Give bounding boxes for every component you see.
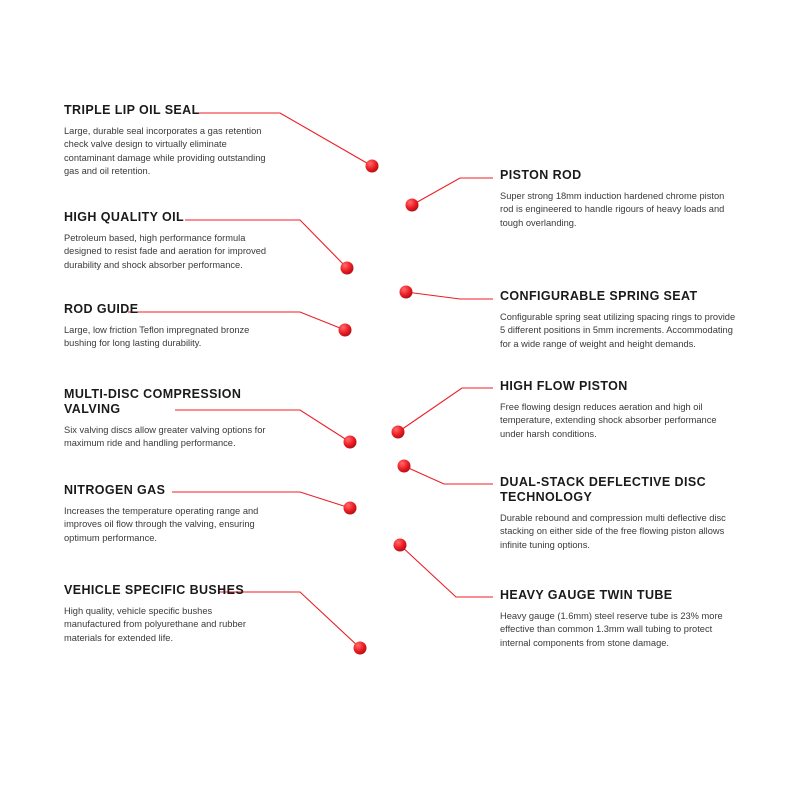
callout-body: Heavy gauge (1.6mm) steel reserve tube is 23% more effective than common 1.3mm wall tubing to protect internal components from stone damage.	[500, 611, 723, 648]
callout-body: Free flowing design reduces aeration and high oil temperature, extending shock absorber performance under harsh conditions.	[500, 402, 717, 439]
callout-body: High quality, vehicle specific bushes manufactured from polyurethane and rubber materials for extended life.	[64, 606, 246, 643]
callout-multi-disc-compression-valving[interactable]	[64, 387, 269, 451]
piston-rod-tip	[375, 62, 381, 110]
callout-title: DUAL-STACK DEFLECTIVE DISC TECHNOLOGY	[500, 475, 706, 504]
callout-body: Petroleum based, high performance formula designed to resist fade and aeration for improved durability and shock absorber performance.	[64, 233, 267, 270]
callout-body: Configurable spring seat utilizing spacing rings to provide 5 different positions in 5mm increments. Accommodating for a wide range of weight and height demands.	[500, 312, 736, 349]
callout-body: Increases the temperature operating range and improves oil flow through the valving, ensuring optimum performance.	[64, 506, 259, 543]
callout-configurable-spring-seat[interactable]	[500, 289, 740, 351]
callout-title: TRIPLE LIP OIL SEAL	[64, 103, 200, 117]
callout-title: VEHICLE SPECIFIC BUSHES	[64, 583, 245, 597]
callout-body: Super strong 18mm induction hardened chrome piston rod is engineered to handle rigours of heavy loads and tough overlanding.	[500, 191, 725, 228]
callout-title: CONFIGURABLE SPRING SEAT	[500, 289, 698, 303]
callout-dual-stack-deflective-disc-technology[interactable]	[500, 475, 740, 552]
callout-rod-guide[interactable]	[64, 302, 269, 351]
callout-high-quality-oil[interactable]	[64, 210, 269, 272]
leader-lines-right	[398, 178, 493, 597]
callout-heavy-gauge-twin-tube[interactable]	[500, 588, 740, 650]
leader-lines-left	[128, 113, 372, 648]
piston-rod-shaft	[370, 112, 386, 154]
callout-triple-lip-oil-seal[interactable]	[64, 103, 269, 179]
callout-body: Large, durable seal incorporates a gas retention check valve design to virtually eliminate contaminant damage while providing outstanding gas and oil retention.	[64, 126, 266, 177]
callout-body: Six valving discs allow greater valving options for maximum ride and handling performance.	[64, 425, 266, 449]
lower-body	[340, 560, 416, 612]
reserve-tube-outer	[340, 300, 416, 568]
callout-title: HIGH QUALITY OIL	[64, 210, 185, 224]
callout-title: MULTI-DISC COMPRESSION VALVING	[64, 387, 242, 416]
callout-title: HEAVY GAUGE TWIN TUBE	[500, 588, 673, 602]
callout-title: HIGH FLOW PISTON	[500, 379, 628, 393]
callout-body: Large, low friction Teflon impregnated bronze bushing for long lasting durability.	[64, 325, 250, 349]
dust-cover-cap	[344, 146, 412, 200]
mounting-eye	[337, 628, 419, 684]
callout-body: Durable rebound and compression multi deflective disc stacking on either side of the free flowing piston allows infinite tuning options.	[500, 513, 726, 550]
callout-title: ROD GUIDE	[64, 302, 139, 316]
callout-high-flow-piston[interactable]	[500, 379, 740, 441]
callout-piston-rod[interactable]	[500, 168, 740, 230]
hotspot-dots	[339, 160, 419, 655]
callout-vehicle-specific-bushes[interactable]	[64, 583, 269, 645]
callout-nitrogen-gas[interactable]	[64, 483, 269, 545]
spring-seat-left	[303, 430, 340, 452]
callout-title: PISTON ROD	[500, 168, 582, 182]
bellows-boot	[340, 198, 416, 310]
spring-seat-right	[416, 427, 439, 452]
callout-title: NITROGEN GAS	[64, 483, 166, 497]
